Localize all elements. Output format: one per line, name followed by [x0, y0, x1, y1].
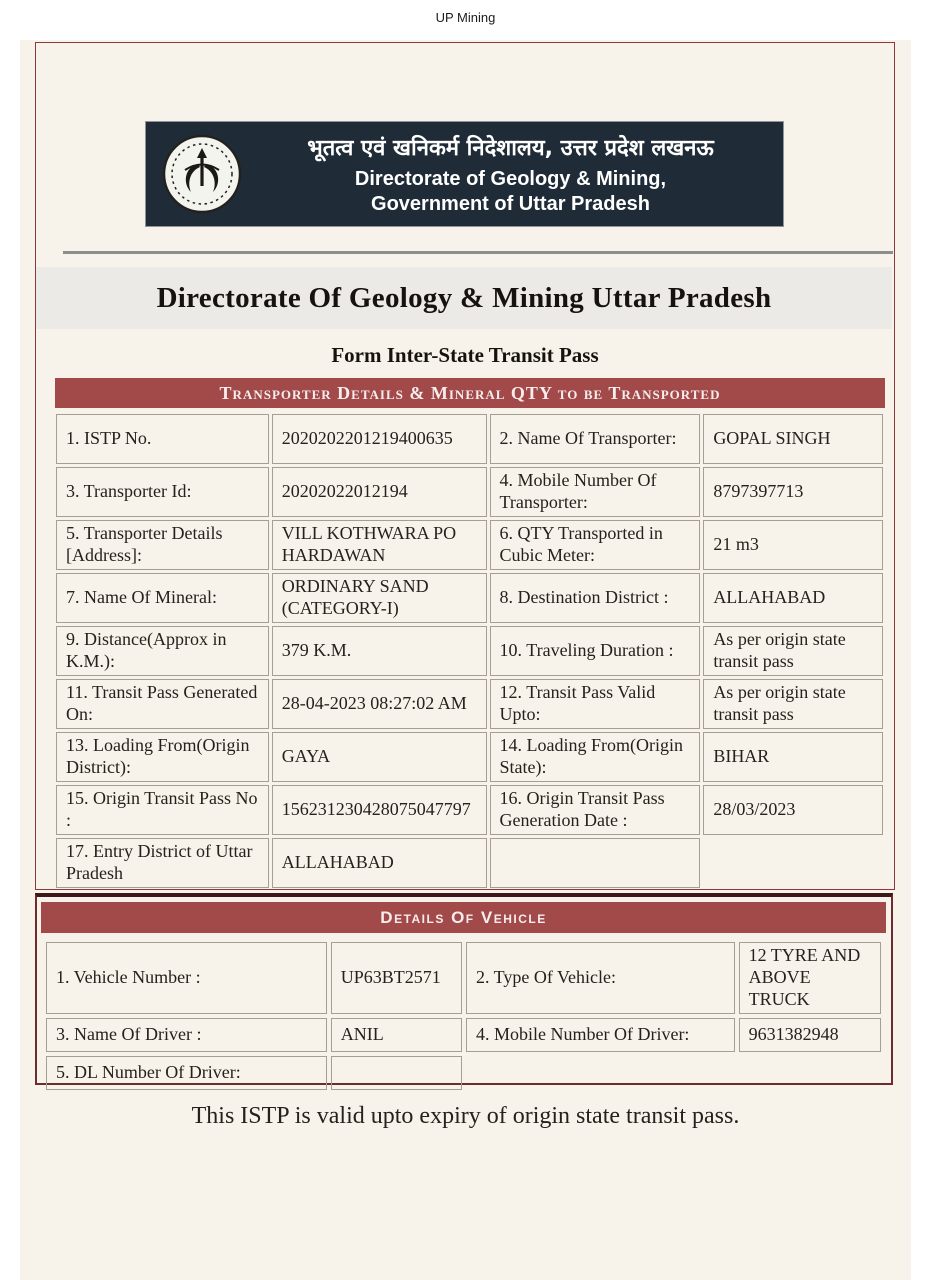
- banner-english-line2: Government of Uttar Pradesh: [371, 192, 650, 215]
- table-row: [56, 785, 883, 835]
- field-value: GOPAL SINGH: [703, 414, 883, 464]
- field-label: 6. QTY Transported in Cubic Meter:: [490, 520, 701, 570]
- field-label: 1. ISTP No.: [56, 414, 269, 464]
- transit-pass-section: [35, 42, 895, 890]
- empty-cell: [466, 1056, 735, 1090]
- field-label: 5. DL Number Of Driver:: [46, 1056, 327, 1090]
- field-value: [331, 1056, 462, 1090]
- field-label: 5. Transporter Details [Address]:: [56, 520, 269, 570]
- field-value: 12 TYRE AND ABOVE TRUCK: [739, 942, 881, 1014]
- field-label: 1. Vehicle Number :: [46, 942, 327, 1014]
- field-value: BIHAR: [703, 732, 883, 782]
- field-value: ALLAHABAD: [703, 573, 883, 623]
- field-label: 2. Name Of Transporter:: [490, 414, 701, 464]
- table-row: [56, 838, 883, 888]
- table-row: [56, 467, 883, 517]
- table-row: [56, 626, 883, 676]
- table-row: [56, 679, 883, 729]
- table-row: [56, 414, 883, 464]
- field-value: UP63BT2571: [331, 942, 462, 1014]
- table-row: [46, 942, 881, 1014]
- up-emblem-logo-icon: [162, 134, 242, 214]
- field-value: 21 m3: [703, 520, 883, 570]
- table-row: [56, 573, 883, 623]
- field-value: 28-04-2023 08:27:02 AM: [272, 679, 487, 729]
- field-value: 2020202201219400635: [272, 414, 487, 464]
- page-title: Directorate Of Geology & Mining Uttar Pradesh: [156, 281, 772, 314]
- field-value: 20202022012194: [272, 467, 487, 517]
- empty-cell: [490, 838, 701, 888]
- banner-english-line1: Directorate of Geology & Mining,: [354, 168, 667, 191]
- field-value: ORDINARY SAND (CATEGORY-I): [272, 573, 487, 623]
- field-value: As per origin state transit pass: [703, 679, 883, 729]
- transporter-details-table: [53, 411, 886, 891]
- department-banner: [145, 121, 784, 227]
- field-value: As per origin state transit pass: [703, 626, 883, 676]
- app-title: UP Mining: [435, 10, 496, 25]
- field-label: 9. Distance(Approx in K.M.):: [56, 626, 269, 676]
- table-row: [56, 732, 883, 782]
- field-label: 3. Transporter Id:: [56, 467, 269, 517]
- table-row: [46, 1018, 881, 1052]
- document-page: [20, 40, 911, 1280]
- vehicle-section: [35, 893, 893, 1085]
- vehicle-details-table: [42, 938, 885, 1094]
- banner-text: [242, 132, 783, 216]
- validity-note: This ISTP is valid upto expiry of origin state transit pass.: [191, 1103, 740, 1129]
- field-label: 11. Transit Pass Generated On:: [56, 679, 269, 729]
- field-value: 8797397713: [703, 467, 883, 517]
- field-label: 8. Destination District :: [490, 573, 701, 623]
- divider: [63, 251, 893, 254]
- field-value: ALLAHABAD: [272, 838, 487, 888]
- banner-hindi-title: भूतत्व एवं खनिकर्म निदेशालय, उत्तर प्रदेश लखनऊ: [307, 136, 714, 162]
- title-band: [36, 267, 892, 329]
- field-value: GAYA: [272, 732, 487, 782]
- transporter-section-header: Transporter Details & Mineral QTY to be Transported: [55, 378, 885, 408]
- table-row: [56, 520, 883, 570]
- field-label: 4. Mobile Number Of Driver:: [466, 1018, 735, 1052]
- vehicle-section-header: Details Of Vehicle: [41, 902, 886, 933]
- field-value: 28/03/2023: [703, 785, 883, 835]
- field-value: 9631382948: [739, 1018, 881, 1052]
- field-label: 7. Name Of Mineral:: [56, 573, 269, 623]
- field-value: 379 K.M.: [272, 626, 487, 676]
- field-label: 10. Traveling Duration :: [490, 626, 701, 676]
- empty-cell: [739, 1056, 881, 1090]
- field-label: 17. Entry District of Uttar Pradesh: [56, 838, 269, 888]
- form-subtitle: Form Inter-State Transit Pass: [331, 343, 599, 367]
- table-row: [46, 1056, 881, 1090]
- field-label: 16. Origin Transit Pass Generation Date :: [490, 785, 701, 835]
- field-label: 13. Loading From(Origin District):: [56, 732, 269, 782]
- field-label: 4. Mobile Number Of Transporter:: [490, 467, 701, 517]
- field-label: 15. Origin Transit Pass No :: [56, 785, 269, 835]
- field-value: 156231230428075047797: [272, 785, 487, 835]
- field-value: VILL KOTHWARA PO HARDAWAN: [272, 520, 487, 570]
- field-label: 12. Transit Pass Valid Upto:: [490, 679, 701, 729]
- field-value: ANIL: [331, 1018, 462, 1052]
- field-label: 14. Loading From(Origin State):: [490, 732, 701, 782]
- empty-cell: [703, 838, 883, 888]
- field-label: 3. Name Of Driver :: [46, 1018, 327, 1052]
- field-label: 2. Type Of Vehicle:: [466, 942, 735, 1014]
